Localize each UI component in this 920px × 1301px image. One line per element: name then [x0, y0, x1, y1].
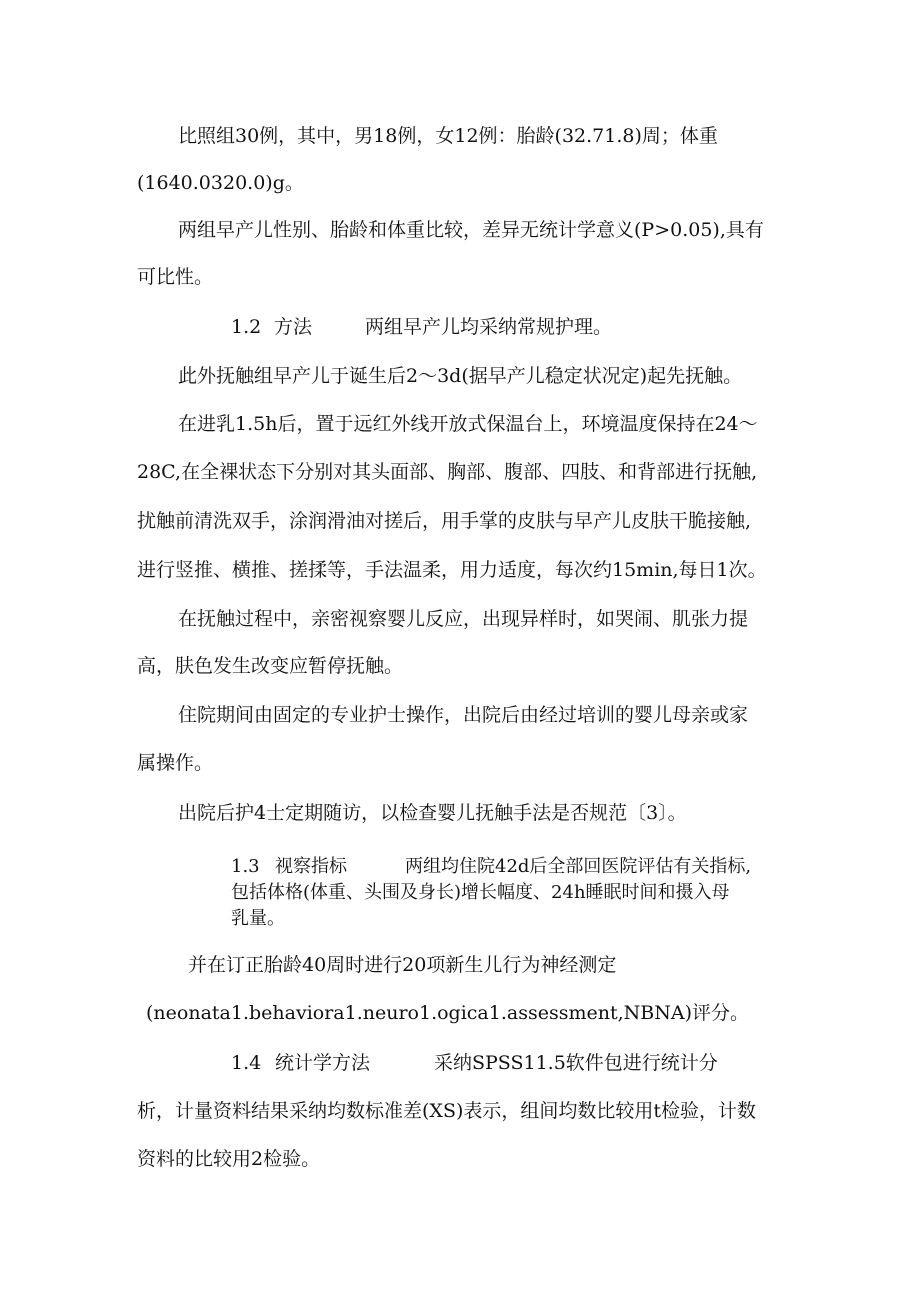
section-1-2-text: 两组早产儿均采纳常规护理。 — [365, 316, 613, 338]
section-1-4-line-3: 资料的比较用2检验。 — [137, 1148, 321, 1170]
section-1-3-line-1: 两组均住院42d后全部回医院评估有关指标, — [405, 856, 752, 877]
paragraph-touch-start: 此外抚触组早产儿于诞生后2～3d(据早产儿稳定状况定)起先抚触。 — [178, 365, 743, 387]
paragraph-comparison-line-2: 可比性。 — [137, 266, 214, 288]
paragraph-procedure-line-1: 在进乳1.5h后，置于远红外线开放式保温台上，环境温度保持在24～ — [178, 413, 758, 435]
section-1-4-title: 统计学方法 — [275, 1052, 371, 1074]
paragraph-control-group-line-2: (1640.0320.0)g。 — [137, 172, 304, 194]
paragraph-nbna-line-1: 并在订正胎龄40周时进行20项新生儿行为神经测定 — [188, 954, 617, 976]
paragraph-comparison-line-1: 两组早产儿性别、胎龄和体重比较，差异无统计学意义(P>0.05),具有 — [178, 219, 764, 241]
section-1-2-number: 1.2 — [231, 316, 262, 338]
paragraph-control-group-line-1: 比照组30例，其中，男18例，女12例：胎龄(32.71.8)周；体重 — [178, 125, 718, 147]
section-1-4-line-2: 析，计量资料结果采纳均数标准差(XS)表示，组间均数比较用t检验，计数 — [137, 1100, 757, 1122]
paragraph-operator-line-1: 住院期间由固定的专业护士操作，出院后由经过培训的婴儿母亲或家 — [178, 704, 749, 726]
section-1-4-number: 1.4 — [231, 1052, 262, 1074]
paragraph-procedure-line-3: 扰触前清洗双手，涂润滑油对搓后，用手掌的皮肤与早产儿皮肤干脆接触, — [137, 510, 752, 532]
section-1-4-line-1: 采纳SPSS11.5软件包进行统计分 — [434, 1052, 718, 1074]
paragraph-observation-line-2: 高，肤色发生改变应暂停抚触。 — [137, 655, 404, 677]
section-1-3-line-2: 包括体格(体重、头围及身长)增长幅度、24h睡眠时间和摄入母 — [231, 882, 730, 903]
paragraph-observation-line-1: 在抚触过程中，亲密视察婴儿反应，出现异样时，如哭闹、肌张力提 — [178, 608, 749, 630]
paragraph-procedure-line-4: 进行竖推、横推、搓揉等，手法温柔，用力适度，每次约15min,每日1次。 — [137, 559, 767, 581]
paragraph-procedure-line-2: 28C,在全裸状态下分别对其头面部、胸部、腹部、四肢、和背部进行抚触, — [137, 461, 758, 483]
paragraph-nbna-line-2: (neonata1.behaviora1.neuro1.ogica1.assessment,NBNA)评分。 — [146, 1002, 749, 1024]
section-1-3-title: 视察指标 — [275, 856, 347, 877]
section-1-3-line-3: 乳量。 — [231, 908, 285, 929]
section-1-3-number: 1.3 — [231, 856, 260, 877]
paragraph-operator-line-2: 属操作。 — [137, 752, 214, 774]
paragraph-follow-up: 出院后护4士定期随访，以检查婴儿抚触手法是否规范〔3〕。 — [178, 802, 687, 824]
section-1-2-title: 方法 — [274, 316, 313, 338]
